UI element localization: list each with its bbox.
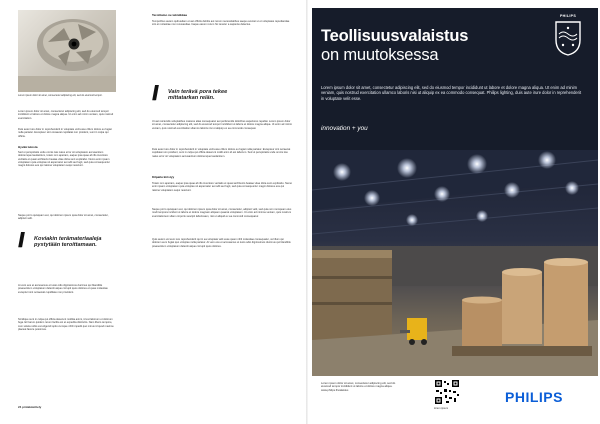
page-footer: 24 pintakäsittely xyxy=(18,405,42,409)
warehouse-illustration xyxy=(312,150,598,376)
col2-paragraph: Quis autem vel eum iure reprehenderit qui in ea voluptate velit esse quam nihil molestiae consequatur, vel illum qui dolorem eum fugiat quo voluptas nulla pariatur. At vero eos et accusamus et iusto odio dignissimos ducimus qui blanditiis praesentium voluptatum deleniti atque corrupti quos dolores. xyxy=(152,238,291,248)
col2-paragraph: Neque porro quisquam est, qui dolorem ipsum quia dolor sit amet, consectetur, adipisci velit, sed quia non numquam eius modi tempora incidunt ut labore et dolore magnam aliquam quaerat voluptatem. Ut enim ad minima veniam, quis nostrum exercitationem ullam corporis suscipit laboriosam, nisi ut aliquid ex ea commodi consequatur. xyxy=(152,208,292,218)
shield-wordmark: PHILIPS xyxy=(559,14,577,18)
qr-code-icon xyxy=(434,379,460,405)
advert-bottom-text: Lorem ipsum dolor sit amet, consectetur adipiscing elit, sed do eiusmod tempor incididunt ut labore et dolore magna aliqua. www.philips.fi/valaistus xyxy=(321,382,396,392)
col2-paragraph: Temporibus autem quibusdam et aut officiis debitis aut rerum necessitatibus saepe eveniet ut et voluptates repudiandae sint et molestiae non recusandae. Itaque earum rerum hic tenetur a sapiente delectus. xyxy=(152,20,290,27)
col2-paragraph: Duis aute irure dolor in reprehenderit in voluptate velit esse cillum dolore eu fugiat nulla pariatur. Excepteur sint occaecat cupidatat non proident, sunt in culpa qui officia deserunt mollit anim id est laborum. Sed ut perspiciatis unde omnis iste natus error sit voluptatem accusantium doloremque laudantium. xyxy=(152,148,291,158)
qr-caption: lorem ipsum xyxy=(434,407,449,410)
col1-paragraph: Neque porro quisquam est, qui dolorem ipsum quia dolor sit amet, consectetur, adipisci velit. xyxy=(18,214,109,221)
quote-slash-icon: // xyxy=(18,230,22,252)
philips-wordmark: PHILIPS xyxy=(505,389,563,405)
col1-paragraph: Duis aute irure dolor in reprehenderit in voluptate velit esse cillum dolore eu fugiat nulla pariatur. Excepteur sint occaecat cupidatat non proident, sunt in culpa qui officia. xyxy=(18,128,112,138)
col2-heading: Teroittamo ne tekniikkaa xyxy=(152,13,187,17)
drill-bit-illustration xyxy=(18,10,116,92)
pullquote-text: Koviakin terämateriaaleja pystytään teroittamaan. xyxy=(34,236,102,249)
quote-slash-icon: // xyxy=(152,83,156,105)
photo-caption: Lorem ipsum dolor sit amet, consectetur adipiscing elit, sed do eiusmod tempor. xyxy=(18,94,103,97)
qr-code[interactable] xyxy=(434,379,460,405)
col1-paragraph: Similique sunt in culpa qui officia deserunt mollitia animi, id est laborum et dolorum fuga. Et harum quidem rerum facilis est et expedita distinctio. Nam libero tempore, cum soluta nobis est eligendi optio cumque nihil impedit quo minus id quod maxime placeat facere possimus. xyxy=(18,318,114,331)
col1-heading: Hyvää tulosta xyxy=(18,145,38,149)
advert-title-line2: on muutoksessa xyxy=(321,46,439,64)
col1-paragraph: Sed ut perspiciatis unde omnis iste natus error sit voluptatem accusantium doloremque laudantium, totam rem aperiam, eaque ipsa quae ab illo inventore veritatis et quasi architecto beatae vitae dicta sunt explicabo. Nemo enim ipsam voluptatem quia voluptas sit aspernatur aut odit aut fugit, sed quia consequuntur magni dolores eos qui ratione voluptatem sequi nesciunt. xyxy=(18,151,110,168)
drill-bit-photo xyxy=(18,10,116,92)
shield-icon xyxy=(553,14,583,56)
col2-paragraph: Ut aut reiciendis voluptatibus maiores alias consequatur aut perferendis doloribus asperiores repellat. Lorem ipsum dolor sit amet, consectetur adipiscing elit, sed do eiusmod tempor incididunt ut labore et dolore magna aliqua. Ut enim ad minim veniam, quis nostrud exercitation ullamco laboris nisi ut aliquip ex ea commodo consequat. xyxy=(152,120,292,130)
warehouse-photo xyxy=(312,150,598,376)
pullquote-text: Vain terävä pora tekee mittatarkan reiän. xyxy=(168,89,228,102)
advert-title-line1: Teollisuusvalaistus xyxy=(321,27,469,45)
advert-intro-text: Lorem ipsum dolor sit amet, consectetur adipiscing elit, sed do eiusmod tempor incididunt ut labore et dolore magna aliqua. Ut enim ad minim veniam, quis nostrud exercitation ullamco laboris nisi ut aliquip ex ea commodo consequat. Philips lighting, duis aute irure dolor in reprehenderit in voluptate velit esse. xyxy=(321,85,582,101)
advert-tagline: innovation + you xyxy=(321,125,368,132)
philips-shield-logo xyxy=(553,14,583,56)
col1-paragraph: Lorem ipsum dolor sit amet, consectetur adipiscing elit, sed do eiusmod tempor incididunt ut labore et dolore magna aliqua. Ut enim ad minim veniam, quis nostrud exercitation. xyxy=(18,110,114,120)
col1-paragraph: At vero eos et accusamus et iusto odio dignissimos ducimus qui blanditiis praesentium voluptatum deleniti atque corrupti quos dolores et quas molestias excepturi sint occaecati cupiditate non provident. xyxy=(18,284,108,294)
col2-paragraph: Totam rem aperiam, eaque ipsa quae ab illo inventore veritatis et quasi architecto beatae vitae dicta sunt explicabo. Nemo enim ipsam voluptatem quia voluptas sit aspernatur aut odit aut fugit, sed quia consequuntur magni dolores eos qui ratione voluptatem sequi nesciunt. xyxy=(152,182,292,192)
col2-heading: Kilpailu kiristyy xyxy=(152,175,175,179)
